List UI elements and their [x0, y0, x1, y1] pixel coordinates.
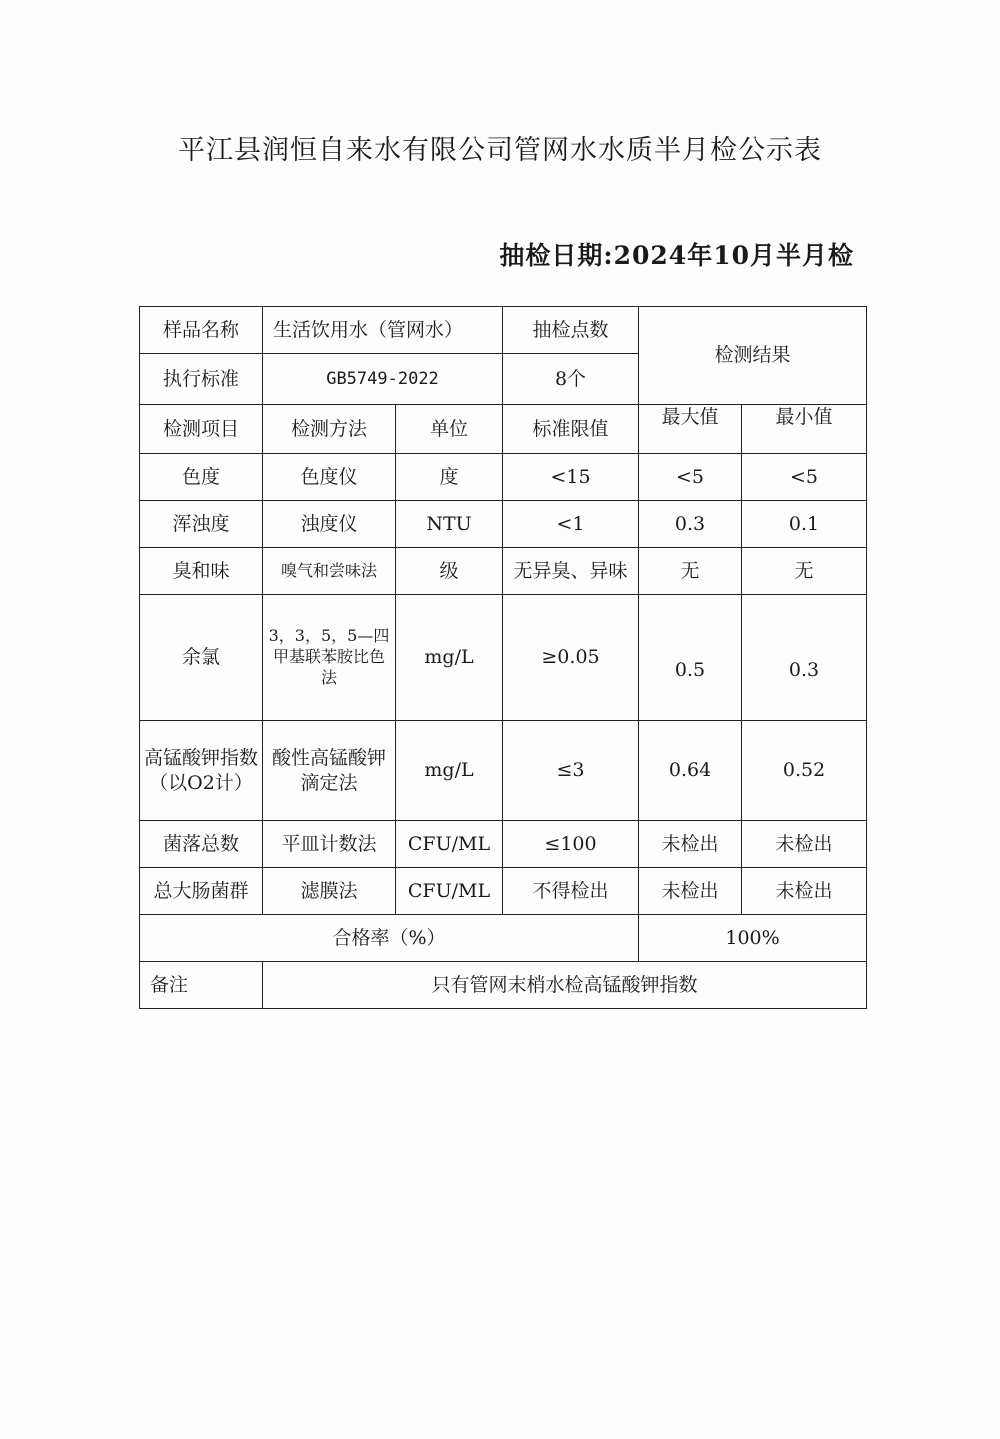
cell-method: 浊度仪 — [263, 501, 396, 548]
standard-label: 执行标准 — [140, 354, 263, 405]
cell-min: 0.3 — [742, 595, 867, 721]
cell-method: 滤膜法 — [263, 868, 396, 915]
inspection-date: 抽检日期:2024年10月半月检 — [499, 241, 854, 270]
table-row — [140, 868, 867, 915]
cell-limit: 无异臭、异味 — [503, 548, 639, 595]
cell-max: 0.5 — [639, 595, 742, 721]
cell-limit: ≤100 — [503, 821, 639, 868]
cell-limit: ≤3 — [503, 721, 639, 821]
cell-min: <5 — [742, 454, 867, 501]
table-row — [140, 501, 867, 548]
cell-limit: <1 — [503, 501, 639, 548]
cell-method: 酸性高锰酸钾滴定法 — [263, 721, 396, 821]
cell-unit: NTU — [396, 501, 503, 548]
cell-unit: mg/L — [396, 721, 503, 821]
cell-item: 高锰酸钾指数（以O2计） — [140, 721, 263, 821]
water-quality-table — [139, 306, 867, 1009]
cell-unit: 度 — [396, 454, 503, 501]
header-item: 检测项目 — [140, 405, 263, 454]
cell-item: 浑浊度 — [140, 501, 263, 548]
cell-min: 0.1 — [742, 501, 867, 548]
cell-unit: 级 — [396, 548, 503, 595]
cell-unit: mg/L — [396, 595, 503, 721]
pass-rate-value: 100% — [639, 915, 867, 962]
remarks-label: 备注 — [140, 962, 263, 1009]
table-row — [140, 821, 867, 868]
cell-item: 菌落总数 — [140, 821, 263, 868]
pass-rate-label: 合格率（%） — [140, 915, 639, 962]
sample-points-label: 抽检点数 — [503, 307, 639, 354]
table-row — [140, 721, 867, 821]
header-unit: 单位 — [396, 405, 503, 454]
table-row — [140, 454, 867, 501]
results-label: 检测结果 — [639, 307, 867, 405]
remarks-value: 只有管网末梢水检高锰酸钾指数 — [263, 962, 867, 1009]
cell-min: 未检出 — [742, 868, 867, 915]
cell-limit: <15 — [503, 454, 639, 501]
cell-unit: CFU/ML — [396, 868, 503, 915]
cell-max: 未检出 — [639, 868, 742, 915]
cell-item: 余氯 — [140, 595, 263, 721]
sample-name-label: 样品名称 — [140, 307, 263, 354]
table-row — [140, 548, 867, 595]
cell-method: 嗅气和尝味法 — [263, 548, 396, 595]
cell-max: <5 — [639, 454, 742, 501]
cell-item: 色度 — [140, 454, 263, 501]
remarks-row — [140, 962, 867, 1009]
header-limit: 标准限值 — [503, 405, 639, 454]
cell-method: 3，3，5，5—四甲基联苯胺比色法 — [263, 595, 396, 721]
cell-max: 无 — [639, 548, 742, 595]
header-min: 最小值 — [742, 393, 867, 442]
cell-max: 0.3 — [639, 501, 742, 548]
cell-max: 0.64 — [639, 721, 742, 821]
standard-value: GB5749-2022 — [263, 354, 503, 405]
cell-item: 臭和味 — [140, 548, 263, 595]
cell-min: 未检出 — [742, 821, 867, 868]
pass-rate-row — [140, 915, 867, 962]
table-header-row — [140, 405, 867, 454]
cell-limit: 不得检出 — [503, 868, 639, 915]
sample-points-value: 8个 — [503, 354, 639, 405]
cell-method: 色度仪 — [263, 454, 396, 501]
cell-min: 无 — [742, 548, 867, 595]
sample-name-value: 生活饮用水（管网水） — [263, 307, 503, 354]
header-method: 检测方法 — [263, 405, 396, 454]
cell-method: 平皿计数法 — [263, 821, 396, 868]
cell-unit: CFU/ML — [396, 821, 503, 868]
document-title: 平江县润恒自来水有限公司管网水水质半月检公示表 — [178, 135, 822, 166]
cell-limit: ≥0.05 — [503, 595, 639, 721]
cell-item: 总大肠菌群 — [140, 868, 263, 915]
table-row — [140, 307, 867, 354]
table-row — [140, 595, 867, 721]
cell-max: 未检出 — [639, 821, 742, 868]
cell-min: 0.52 — [742, 721, 867, 821]
header-max: 最大值 — [639, 393, 742, 442]
